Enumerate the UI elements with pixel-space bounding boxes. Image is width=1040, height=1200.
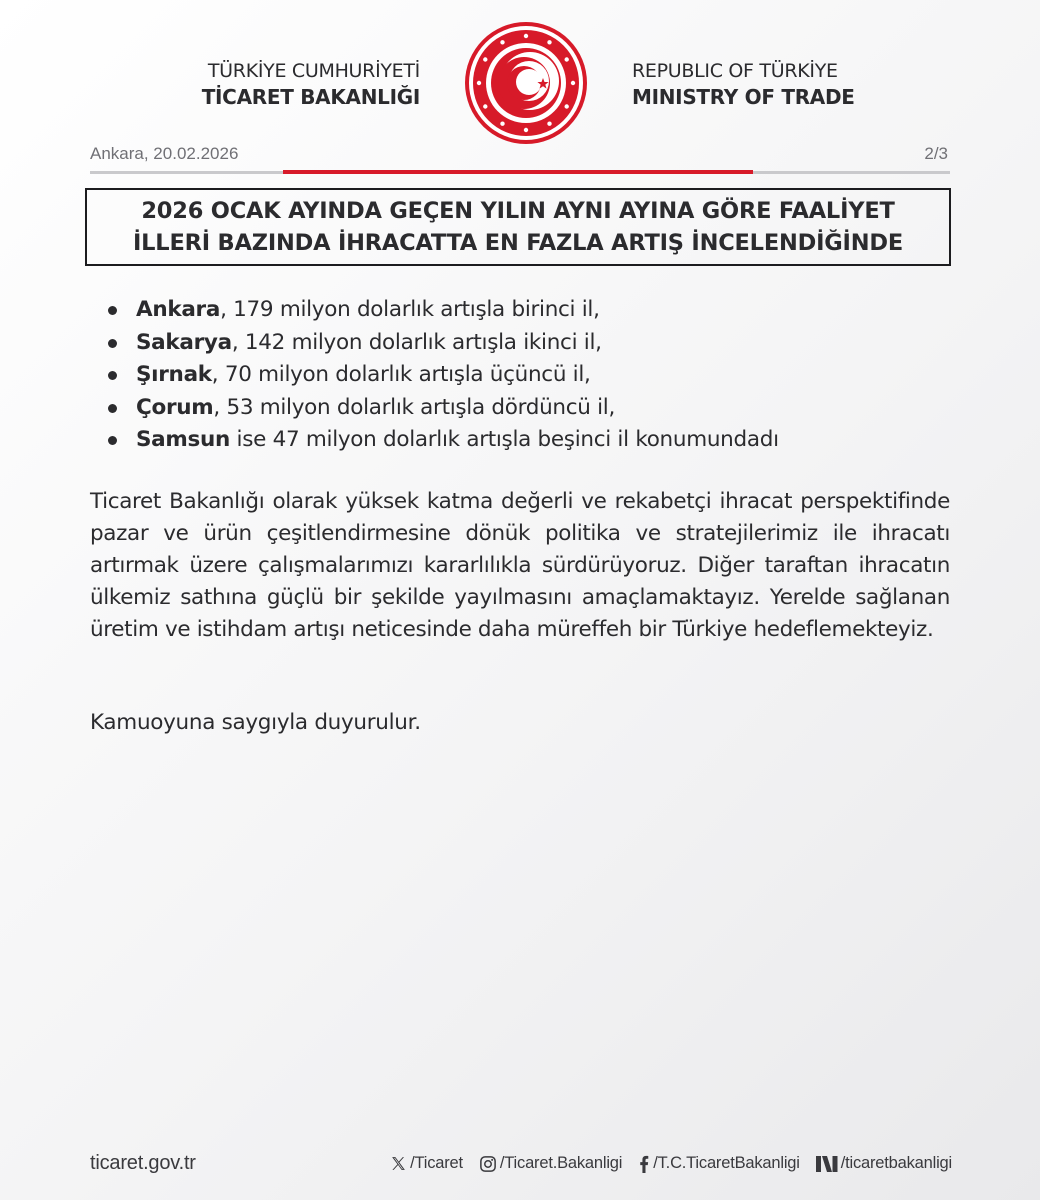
list-item bbox=[108, 327, 968, 360]
closing-line: Kamuoyuna saygıyla duyurulur. bbox=[90, 710, 421, 735]
list-item bbox=[108, 392, 968, 425]
social-instagram-link[interactable] bbox=[479, 1154, 622, 1173]
province-list bbox=[108, 294, 968, 457]
title-line-1: 2026 OCAK AYINDA GEÇEN YILIN AYNI AYINA GÖRE FAALİYET bbox=[141, 198, 895, 224]
nsosyal-icon bbox=[816, 1156, 838, 1172]
page-title bbox=[133, 195, 903, 259]
province-detail: , 53 milyon dolarlık artışla dördüncü il, bbox=[213, 394, 616, 420]
header-right-line2: MINISTRY OF TRADE bbox=[632, 85, 855, 109]
website-link[interactable]: ticaret.gov.tr bbox=[90, 1152, 196, 1174]
facebook-icon bbox=[638, 1155, 650, 1173]
province-name: Çorum bbox=[136, 394, 214, 420]
social-facebook-handle: /T.C.TicaretBakanligi bbox=[653, 1154, 800, 1172]
province-detail: ise 47 milyon dolarlık artışla beşinci il konumundadı bbox=[230, 427, 779, 452]
list-item bbox=[108, 359, 968, 392]
province-detail: , 70 milyon dolarlık artışla üçüncü il, bbox=[211, 362, 591, 387]
header-english bbox=[632, 58, 932, 110]
header-left-line2: TİCARET BAKANLIĞI bbox=[201, 85, 420, 109]
list-item bbox=[108, 424, 968, 457]
title-line-2: İLLERİ BAZINDA İHRACATTA EN FAZLA ARTIŞ İNCELENDİĞİNDE bbox=[133, 230, 903, 256]
header-turkish bbox=[150, 58, 420, 110]
social-x-link[interactable] bbox=[390, 1154, 463, 1173]
province-name: Ankara bbox=[136, 297, 221, 322]
province-name: Samsun bbox=[136, 427, 231, 452]
ministry-emblem-icon bbox=[463, 20, 589, 146]
page-number: 2/3 bbox=[924, 144, 948, 163]
province-name: Sakarya bbox=[136, 329, 232, 355]
press-date: Ankara, 20.02.2026 bbox=[90, 144, 239, 163]
x-icon bbox=[390, 1155, 407, 1172]
province-detail: , 142 milyon dolarlık artışla ikinci il, bbox=[231, 329, 602, 355]
list-item bbox=[108, 294, 968, 327]
social-nsosyal-link[interactable] bbox=[816, 1154, 952, 1173]
divider-accent bbox=[283, 170, 753, 174]
body-paragraph: Ticaret Bakanlığı olarak yüksek katma değerli ve rekabetçi ihracat perspektifinde pazar ve ürün çeşitlendirmesine dönük politika ve stratejilerimiz ile ihracatı artırmak üzere çalışmalarımızı kararlılıkla sürdürüyoruz. Diğer taraftan ihracatın ülkemiz sathına güçlü bir şekilde yayılmasını amaçlamaktayız. Yerelde sağlanan üretim ve istihdam artışı neticesinde daha müreffeh bir Türkiye hedeflemekteyiz. bbox=[90, 489, 950, 642]
social-nsosyal-handle: /ticaretbakanligi bbox=[840, 1154, 952, 1172]
province-detail: , 179 milyon dolarlık artışla birinci il, bbox=[220, 297, 600, 322]
social-facebook-link[interactable] bbox=[638, 1154, 800, 1173]
social-links bbox=[374, 1154, 952, 1173]
social-instagram-handle: /Ticaret.Bakanligi bbox=[499, 1154, 623, 1172]
header-right-line1: REPUBLIC OF TÜRKİYE bbox=[632, 60, 838, 82]
instagram-icon bbox=[479, 1155, 497, 1173]
social-x-handle: /Ticaret bbox=[410, 1154, 463, 1172]
province-name: Şırnak bbox=[136, 362, 212, 387]
header-left-line1: TÜRKİYE CUMHURİYETİ bbox=[207, 60, 420, 82]
title-box bbox=[85, 188, 951, 266]
